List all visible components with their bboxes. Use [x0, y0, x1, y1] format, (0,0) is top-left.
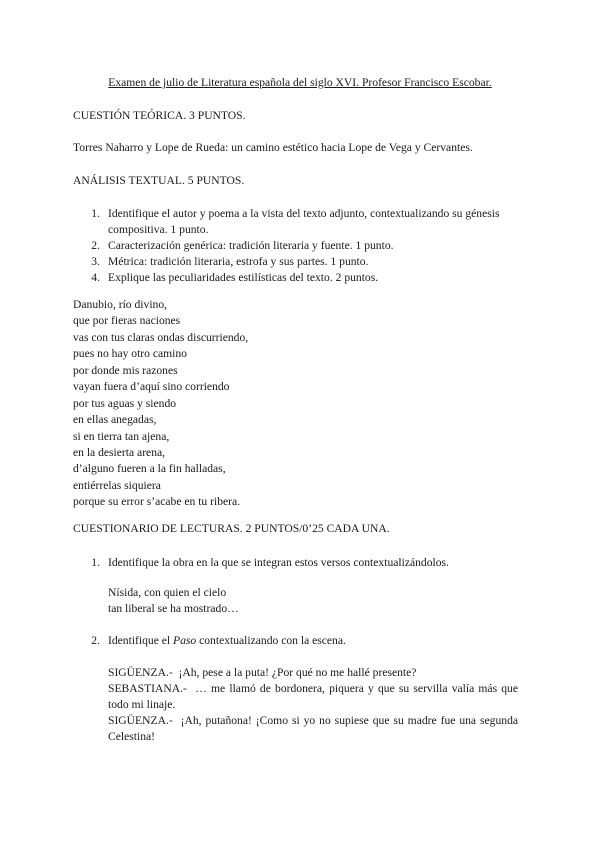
dialog-text: ¡Ah, putañona! ¡Como si yo no supiese que su madre fue una segunda Celestina! — [108, 714, 519, 744]
dialog-text: … me llamó de bordonera, piquera y que su servilla valía más que todo mi linaje. — [108, 682, 518, 712]
dialog-speaker: SIGÜENZA.- — [108, 666, 173, 679]
question-text: Identifique la obra en la que se integran estos versos contextualizándolos. — [108, 556, 449, 569]
dialog-line — [108, 681, 518, 714]
list-number: 2. — [91, 634, 100, 647]
dialog-speaker: SIGÜENZA.- — [108, 714, 173, 727]
poem-line: vayan fuera d’aquí sino corriendo — [73, 380, 230, 394]
poem-line: Danubio, río divino, — [73, 298, 168, 311]
list-number: 3. — [91, 255, 100, 268]
paso-italic: Paso — [173, 634, 197, 647]
quoted-verses — [108, 585, 239, 618]
list-number: 1. — [91, 207, 100, 220]
dialog-text: ¡Ah, pese a la puta! ¿Por qué no me hallé presente? — [178, 666, 417, 679]
exam-title: Examen de julio de Literatura española del siglo XVI. Profesor Francisco Escobar. — [108, 76, 492, 89]
poem-line: pues no hay otro camino — [73, 347, 187, 361]
poem-line: entiérrelas siquiera — [73, 478, 161, 492]
poem-line: en ellas anegadas, — [73, 413, 157, 427]
poem-line: si en tierra tan ajena, — [73, 429, 170, 443]
list-item-text: Identifique el autor y poema a la vista del texto adjunto, contextualizando su génesis — [108, 207, 500, 220]
list-item-text-continued: compositiva. 1 punto. — [108, 223, 209, 236]
section-heading-theory: CUESTIÓN TEÓRICA. 3 PUNTOS. — [73, 109, 246, 122]
poem-line: que por fieras naciones — [73, 314, 181, 328]
dialog-line — [108, 713, 518, 746]
section-heading-analysis: ANÁLISIS TEXTUAL. 5 PUNTOS. — [73, 174, 245, 187]
list-number: 2. — [91, 239, 100, 252]
poem-line: porque su error s’acabe en tu ribera. — [73, 495, 241, 509]
question-text — [108, 633, 346, 649]
dialog-line — [108, 665, 518, 681]
poem — [73, 297, 248, 511]
poem-line: en la desierta arena, — [73, 445, 166, 459]
list-item-text: Caracterización genérica: tradición literaria y fuente. 1 punto. — [108, 239, 394, 252]
verse-line: Nísida, con quien el cielo — [108, 586, 227, 599]
question-text-part: Identifique el — [108, 634, 174, 647]
poem-line: por donde mis razones — [73, 363, 178, 377]
list-number: 1. — [91, 556, 100, 569]
poem-line: por tus aguas y siendo — [73, 396, 177, 410]
verse-line: tan liberal se ha mostrado… — [108, 602, 239, 616]
theory-question: Torres Naharro y Lope de Rueda: un camino estético hacia Lope de Vega y Cervantes. — [73, 141, 473, 154]
dialog-speaker: SEBASTIANA.- — [108, 682, 187, 695]
poem-line: vas con tus claras ondas discurriendo, — [73, 330, 249, 344]
poem-line: d’alguno fueren a la fin halladas, — [73, 462, 226, 476]
list-item-text: Métrica: tradición literaria, estrofa y sus partes. 1 punto. — [108, 255, 369, 268]
list-number: 4. — [91, 271, 100, 284]
question-text-part: contextualizando con la escena. — [196, 634, 346, 647]
list-item-text: Explique las peculiaridades estilísticas del texto. 2 puntos. — [108, 271, 379, 284]
section-heading-readings: CUESTIONARIO DE LECTURAS. 2 PUNTOS/0’25 CADA UNA. — [73, 522, 390, 535]
